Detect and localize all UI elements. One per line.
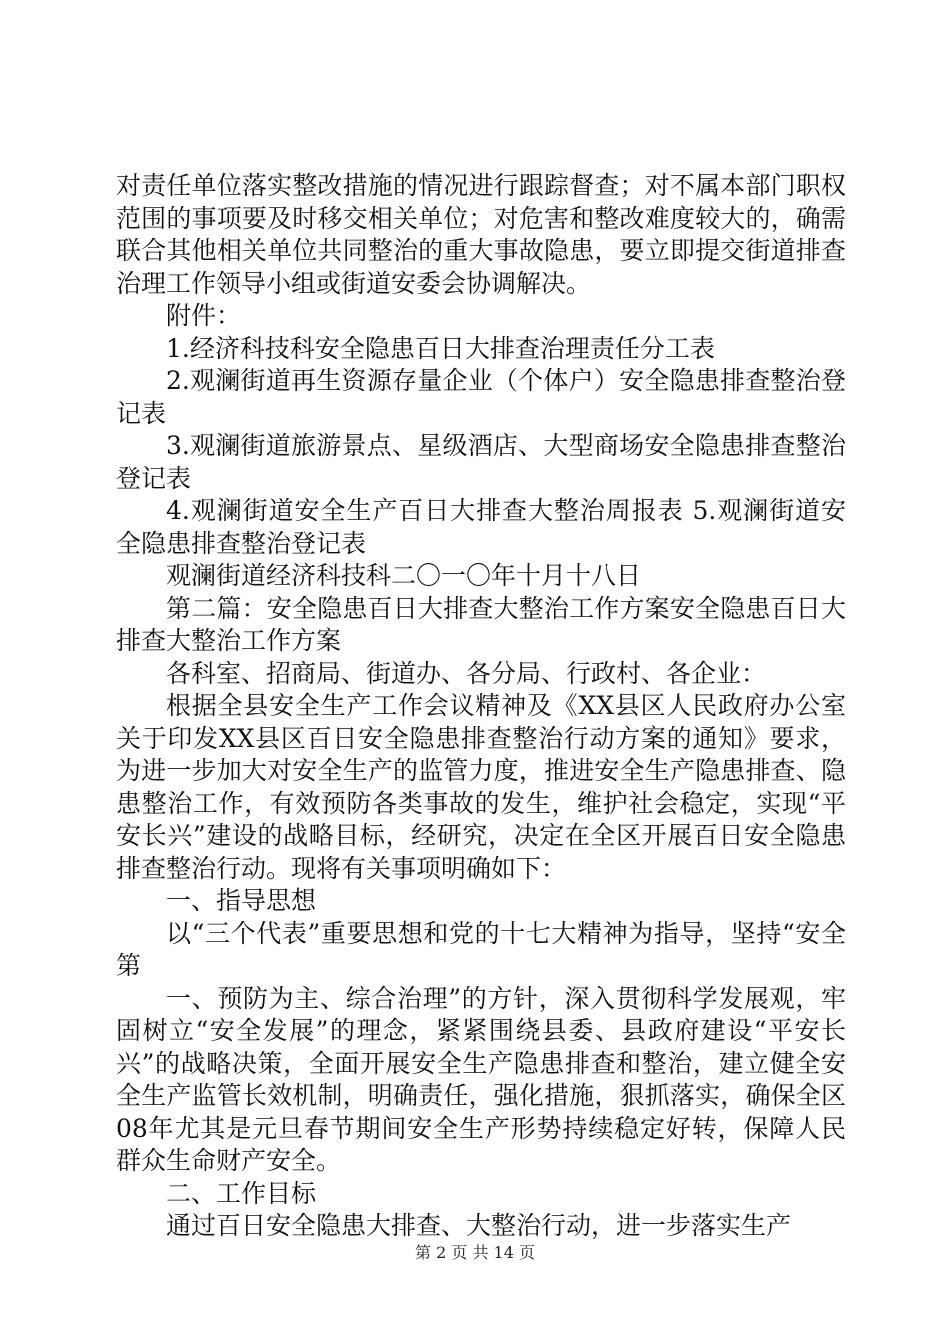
heading: 二、工作目标 (166, 1178, 317, 1208)
attachment-item: 4.观澜街道安全生产百日大排查大整治周报表 5.观澜街道安全隐患排查整治登记表 (116, 496, 846, 558)
paragraph: 根据全县安全生产工作会议精神及《XX县区人民政府办公室关于印发XX县区百日安全隐患排查整治行动方案的通知》要求，为进一步加大对安全生产的监管力度，推进安全生产隐患排查、隐患整治工作，有效预防各类事故的发生，维护社会稳定，实现“平安长兴”建设的战略目标，经研究，决定在全区开展百日安全隐患排查整治行动。现将有关事项明确如下： (116, 691, 846, 883)
signature-line: 观澜街道经济科技科二〇一〇年十月十八日 (166, 561, 642, 590)
document-body (116, 170, 846, 1243)
paragraph: 以“三个代表”重要思想和党的十七大精神为指导，坚持“安全第 (116, 918, 846, 980)
section-title: 第二篇：安全隐患百日大排查大整治工作方案安全隐患百日大排查大整治工作方案 (116, 593, 846, 655)
attachment-item: 3.观澜街道旅游景点、星级酒店、大型商场安全隐患排查整治登记表 (116, 431, 846, 493)
addressee-line: 各科室、招商局、街道办、各分局、行政村、各企业： (166, 658, 767, 688)
paragraph: 通过百日安全隐患大排查、大整治行动，进一步落实生产 (166, 1211, 792, 1240)
paragraph: 一、预防为主、综合治理”的方针，深入贯彻科学发展观，牢固树立“安全发展”的理念，紧紧围绕县委、县政府建设“平安长兴”的战略决策，全面开展安全生产隐患排查和整治，建立健全安全生产监管长效机制，明确责任，强化措施，狠抓落实，确保全区08年尤其是元旦春节期间安全生产形势持续稳定好转，保障人民群众生命财产安全。 (116, 983, 846, 1175)
paragraph: 对责任单位落实整改措施的情况进行跟踪督查；对不属本部门职权范围的事项要及时移交相关单位；对危害和整改难度较大的，确需联合其他相关单位共同整治的重大事故隐患，要立即提交街道排查治理工作领导小组或街道安委会协调解决。 (116, 171, 846, 298)
heading: 一、指导思想 (166, 886, 317, 915)
attachment-item: 2.观澜街道再生资源存量企业（个体户）安全隐患排查整治登记表 (116, 366, 846, 428)
page-footer: 第 2 页 共 14 页 (415, 1243, 535, 1262)
attachment-item: 1.经济科技科安全隐患百日大排查治理责任分工表 (166, 333, 715, 363)
paragraph: 附件： (166, 301, 242, 330)
